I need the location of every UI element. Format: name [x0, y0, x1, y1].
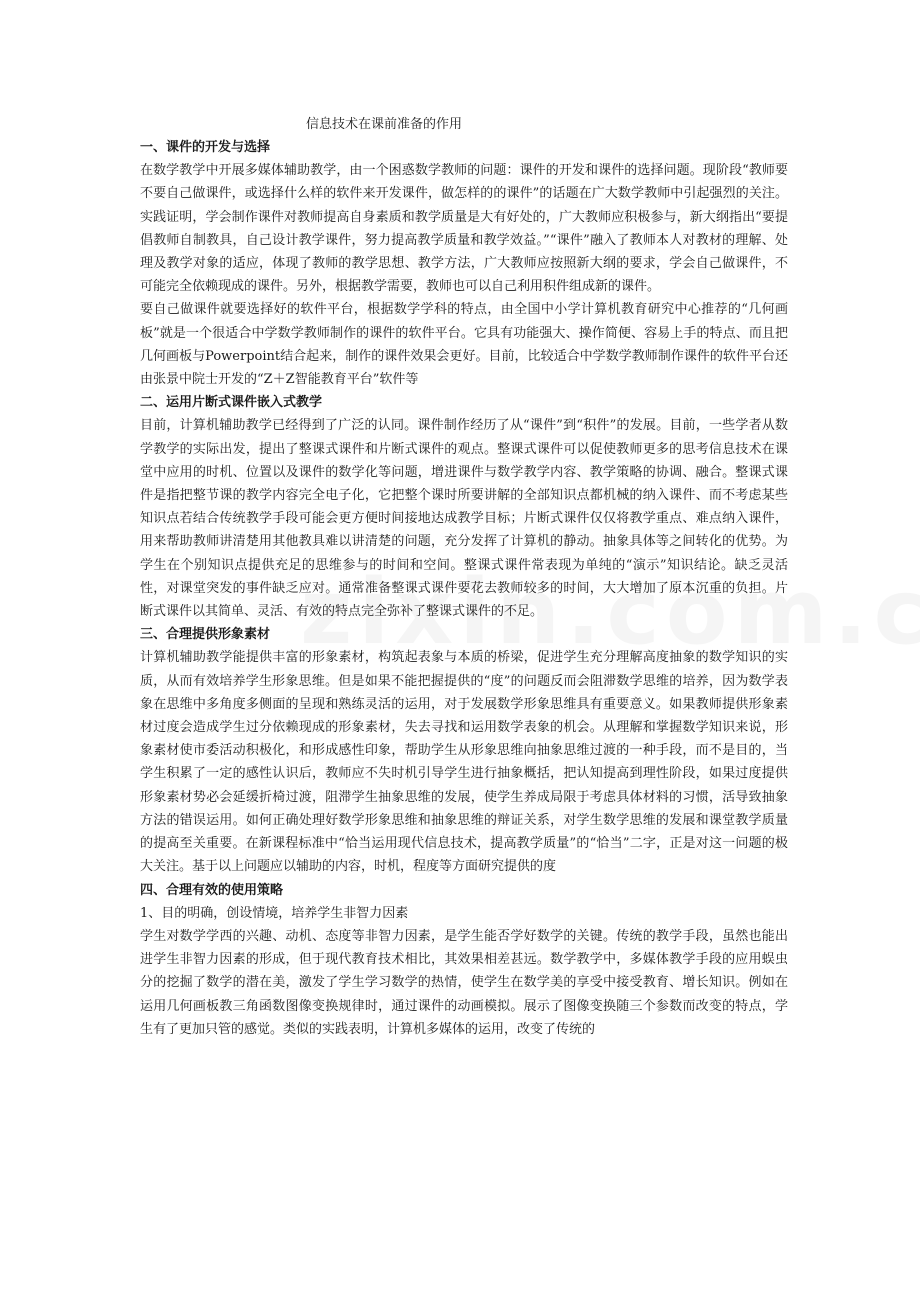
document-title: 信息技术在课前准备的作用 [306, 117, 463, 132]
section-4-subheading: 1、目的明确，创设情境，培养学生非智力因素 [140, 905, 409, 921]
section-heading-2: 二、运用片断式课件嵌入式教学 [140, 395, 323, 411]
section-1-paragraph-1: 在数学教学中开展多媒体辅助教学，由一个困惑数学教师的问题：课件的开发和课件的选择问题。现阶段“教师要不要自己做课件，或选择什么样的软件来开发课件，做怎样的的课件”的话题在广大数学教师中引起强烈的关注。实践证明，学会制作课件对教师提高自身素质和教学质量是大有好处的，广大教师应积极参与，新大纲指出“要提倡教师自制教具，自己设计教学课件，努力提高教学质量和教学效益。”“课件”融入了教师本人对教材的理解、处理及教学对象的适应，体现了教师的教学思想、教学方法，广大教师应按照新大纲的要求，学会自己做课件，不可能完全依赖现成的课件。另外，根据教学需要，教师也可以自己利用积件组成新的课件。 [140, 163, 788, 295]
section-1-paragraph-2: 要自己做课件就要选择好的软件平台，根据数学学科的特点，由全国中小学计算机教育研究中心推荐的“几何画板”就是一个很适合中学数学教师制作的课件的软件平台。它具有功能强大、操作简便、容易上手的特点、而且把几何画板与Powerpoint结合起来，制作的课件效果会更好。目前，比较适合中学数学教师制作课件的软件平台还由张景中院士开发的“Z＋Z智能教育平台”软件等 [140, 302, 788, 388]
section-3-paragraph-1: 计算机辅助教学能提供丰富的形象素材，构筑起表象与本质的桥梁，促进学生充分理解高度抽象的数学知识的实质，从而有效培养学生形象思维。但是如果不能把握提供的“度”的问题反而会阻滞数学思维的培养，因为数学表象在思维中多角度多侧面的呈现和熟练灵活的运用，对于发展数学形象思维具有重要意义。如果教师提供形象素材过度会造成学生过分依赖现成的形象素材，失去寻找和运用数学表象的机会。从理解和掌握数学知识来说，形象素材使市委活动积极化，和形成感性印象，帮助学生从形象思维向抽象思维过渡的一种手段，而不是目的，当学生积累了一定的感性认识后，教师应不失时机引导学生进行抽象概括，把认知提高到理性阶段，如果过度提供形象素材势必会延缓折椅过渡，阻滞学生抽象思维的发展，使学生养成局限于考虑具体材料的习惯，活导致抽象方法的错误运用。如何正确处理好数学形象思维和抽象思维的辩证关系，对学生数学思维的发展和课堂教学质量的提高至关重要。在新课程标准中“恰当运用现代信息技术，提高教学质量”的“恰当”二字，正是对这一问题的极大关注。基于以上问题应以辅助的内容，时机，程度等方面研究提供的度 [140, 650, 788, 875]
section-2-paragraph-1: 目前，计算机辅助教学已经得到了广泛的认同。课件制作经历了从“课件”到“积件”的发展。目前，一些学者从数学教学的实际出发，提出了整课式课件和片断式课件的观点。整课式课件可以促使教师更多的思考信息技术在课堂中应用的时机、位置以及课件的数学化等问题，增进课件与数学教学内容、教学策略的协调、融合。整课式课件是指把整节课的教学内容完全电子化，它把整个课时所要讲解的全部知识点都机械的纳入课件、而不考虑某些知识点若结合传统教学手段可能会更方便时间接地达成教学目标；片断式课件仅仅将教学重点、难点纳入课件，用来帮助教师讲清楚用其他教具难以讲清楚的问题，充分发挥了计算机的静动。抽象具体等之间转化的优势。为学生在个别知识点提供充足的思维参与的时间和空间。整课式课件常表现为单纯的“演示”知识结论。缺乏灵活性，对课堂突发的事件缺乏应对。通常准备整课式课件要花去教师较多的时间，大大增加了原本沉重的负担。片断式课件以其简单、灵活、有效的特点完全弥补了整课式课件的不足。 [140, 418, 788, 620]
section-heading-1: 一、课件的开发与选择 [140, 140, 271, 155]
section-4-paragraph-1: 学生对数学学西的兴趣、动机、态度等非智力因素，是学生能否学好数学的关键。传统的教学手段，虽然也能出进学生非智力因素的形成，但于现代教育技术相比，其效果相差甚远。数学教学中，多媒体教学手段的应用蜈虫分的挖掘了数学的潜在美，激发了学生学习数学的热情，使学生在数学美的享受中接受教育、增长知识。例如在运用几何画板教三角函数图像变换规律时，通过课件的动画模拟。展示了图像变换随三个参数而改变的特点，学生有了更加只管的感觉。类似的实践表明，计算机多媒体的运用，改变了传统的 [140, 928, 788, 1037]
section-heading-4: 四、合理有效的使用策略 [140, 882, 284, 898]
section-heading-3: 三、合理提供形象素材 [140, 627, 271, 643]
document-body [140, 136, 788, 1041]
